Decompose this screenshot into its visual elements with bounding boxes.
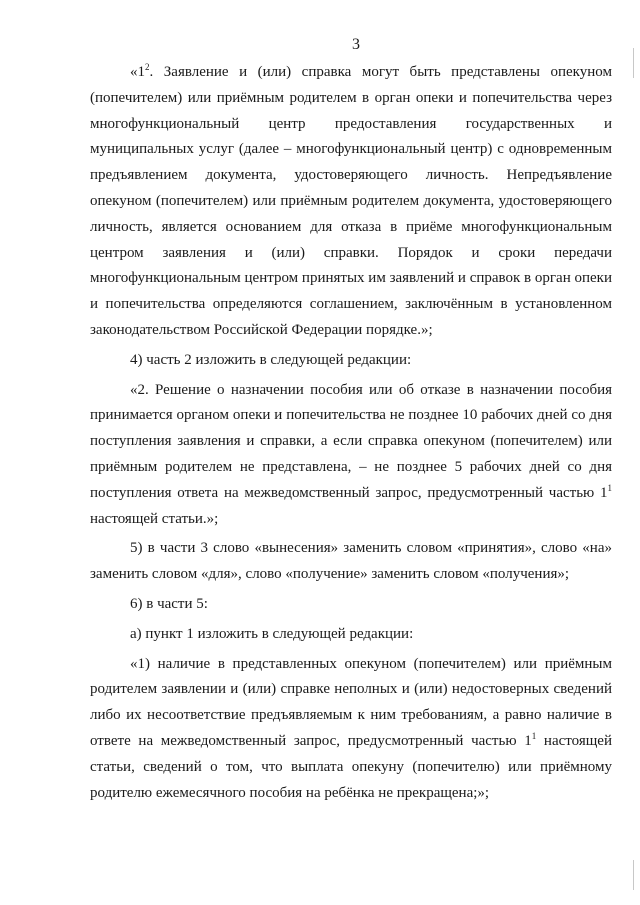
scan-edge-mark [633,860,634,890]
paragraph-item-4: 4) часть 2 изложить в следующей редакции: [130,351,412,368]
paragraph-amendment-part-2: «2. Решение о назначении пособия или об отказе в назначении пособия принимается органом опеки и попечительства не позднее 10 рабочих дней со дня поступления заявления и справки, а если справка опекуном (попечителем) или приёмным родителем не представлена, – не позднее 5 рабочих дней со дня поступления ответа на межведомственный запрос, предусмотренный частью $1^1$ настоящей статьи.»; [90,381,612,527]
paragraph-item-6: 6) в части 5: [130,595,208,612]
paragraph-amendment-part-1-2: «$1^2$. Заявление и (или) справка могут быть представлены опекуном (попечителем) или приёмным родителем в орган опеки и попечительства через многофункциональный центр предоставления государственных и муниципальных услуг (далее – многофункциональный центр) с одновременным предъявлением документа, удостоверяющего личность. Непредъявление опекуном (попечителем) или приёмным родителем документа, удостоверяющего личность, является основанием для отказа в приёме многофункциональным центром заявления и (или) справки. Порядок и сроки передачи многофункциональным центром принятых им заявлений и справок в орган опеки и попечительства определяются соглашением, заключённым в установленном законодательством Российской Федерации порядке.»; [90,62,612,338]
page-number: 3 [352,36,360,53]
paragraph-item-5: 5) в части 3 слово «вынесения» заменить словом «принятия», слово «на» заменить словом «для», слово «получение» заменить словом «получения»; [90,540,612,583]
paragraph-subitem-a: а) пункт 1 изложить в следующей редакции: [130,625,414,642]
paragraph-amendment-point-1: «1) наличие в представленных опекуном (попечителем) или приёмным родителем заявлении и (или) справке неполных и (или) недостоверных сведений либо их несоответствие предъявляемым к ним требованиям, а равно наличие в ответе на межведомственный запрос, предусмотренный частью $1^1$ настоящей статьи, сведений о том, что выплата опекуну (попечителю) или приёмному родителю ежемесячного пособия на ребёнка не прекращена;»; [90,655,612,801]
scan-edge-mark [633,48,634,78]
document-body [90,60,612,806]
